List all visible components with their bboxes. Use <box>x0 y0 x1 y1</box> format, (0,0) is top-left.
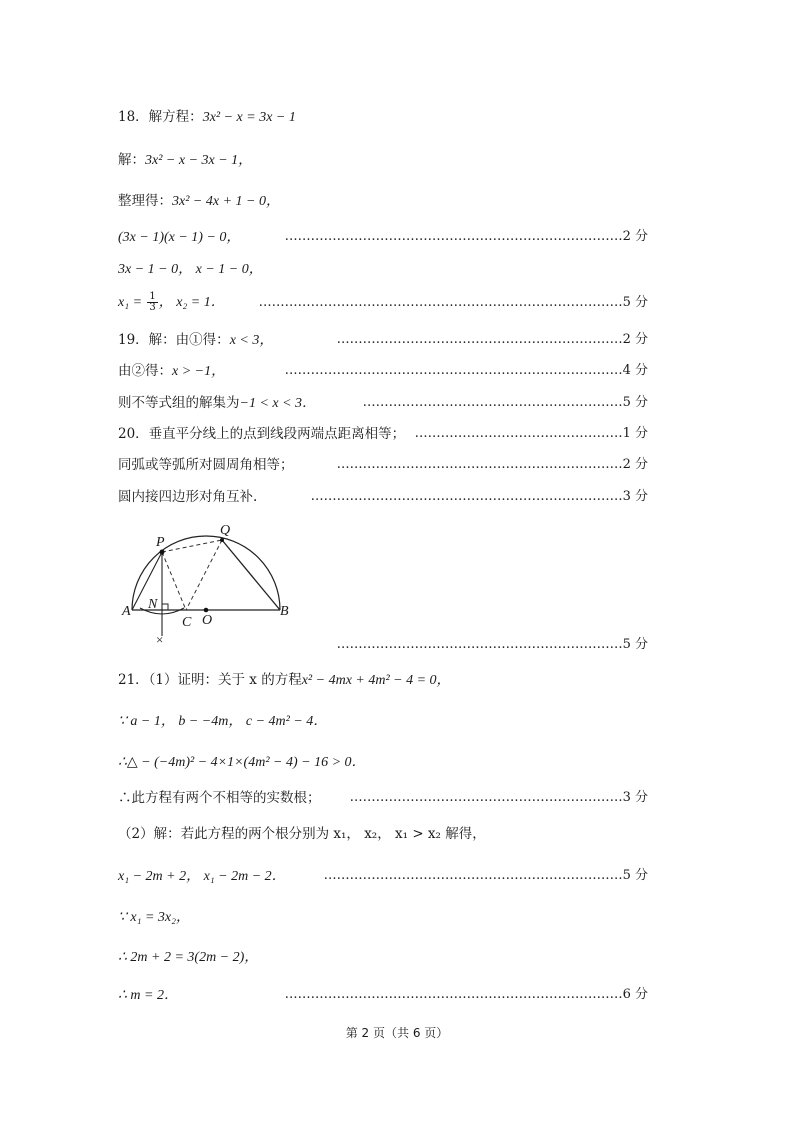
q19-line-2 <box>118 362 225 381</box>
q21-discriminant: ∴△ − (−4m)² − 4×1×(4m² − 4) − 16 > 0． <box>118 755 366 770</box>
q21-equation: x² − 4mx + 4m² − 4 = 0， <box>301 673 451 688</box>
q21-roots: x₁ − 2m + 2， x₁ − 2m − 2． <box>118 869 286 884</box>
q21-line-8 <box>118 948 258 967</box>
label-a: A <box>122 604 131 619</box>
q20-line-3: 圆内接四边形对角互补. <box>118 489 258 505</box>
q19-line-2-expr: x > −1， <box>172 364 226 379</box>
q18-step-3-score: ……………………………………………………………………2 分 <box>284 229 648 244</box>
label-n: N <box>148 597 158 612</box>
label-b: B <box>280 604 289 619</box>
q21-line-7 <box>118 908 190 927</box>
q18-step-3-expr: (3x − 1)(x − 1) − 0， <box>118 230 241 245</box>
q19-line-3-score: ……………………………………………………5 分 <box>362 395 648 410</box>
q18-step-1-label: 解： <box>118 152 145 168</box>
q21-result: ∴ m = 2． <box>118 988 178 1003</box>
q18-fraction-numerator: 1 <box>149 291 156 302</box>
q19-line-3 <box>118 394 316 413</box>
q21-line-2 <box>118 712 327 731</box>
q21-line-4: ∴此方程有两个不相等的实数根； <box>118 790 321 806</box>
q20-geometry-figure <box>118 518 298 646</box>
q20-line-1-score: …………………………………………1 分 <box>414 426 648 441</box>
q18-step-4 <box>118 260 263 279</box>
q18-step-4-expr: 3x − 1 − 0， x − 1 − 0， <box>118 262 263 277</box>
q20-line-2-score: …………………………………………………………2 分 <box>336 457 648 472</box>
point-o <box>204 608 209 613</box>
label-q: Q <box>220 523 231 538</box>
q18-title <box>118 108 296 127</box>
page-footer: 第 2 页（共 6 页） <box>345 1026 449 1040</box>
point-p <box>160 550 165 555</box>
q18-step-1-expr: 3x² − x − 3x − 1， <box>145 153 253 168</box>
q18-step-5 <box>118 292 225 313</box>
q21-line-9 <box>118 986 178 1005</box>
q19-line-1-score: …………………………………………………………2 分 <box>336 332 648 347</box>
q19-line-1 <box>118 331 273 350</box>
label-o: O <box>202 613 213 628</box>
q18-fraction-denominator: 3 <box>149 302 156 313</box>
label-p: P <box>156 535 165 550</box>
q20-line-1: 20．垂直平分线上的点到线段两端点距离相等； <box>118 426 406 442</box>
q21-condition: ∵ x₁ = 3x₂， <box>118 910 191 925</box>
q18-step-5-score: …………………………………………………………………………5 分 <box>258 295 648 310</box>
q19-line-3-expr: −1 < x < 3． <box>239 396 317 411</box>
segment-pc <box>162 552 186 610</box>
q21-line-5: （2）解：若此方程的两个根分别为 x₁， x₂， x₁ > x₂ 解得， <box>118 826 486 842</box>
q18-step-2-expr: 3x² − 4x + 1 − 0， <box>172 194 280 209</box>
q21-substitution: ∴ 2m + 2 = 3(2m − 2)， <box>118 950 259 965</box>
cross-mark: × <box>156 632 164 646</box>
q21-line-6 <box>118 867 286 886</box>
segment-pa <box>132 552 162 610</box>
right-angle-mark <box>162 604 168 610</box>
q18-step-3 <box>118 228 240 247</box>
q21-line-3 <box>118 753 366 772</box>
q20-line-2: 同弧或等弧所对圆周角相等； <box>118 457 294 473</box>
q20-line-3-score: ………………………………………………………………3 分 <box>310 489 648 504</box>
q18-root-x1: x₁ = <box>118 295 143 310</box>
q18-title-label: 18．解方程： <box>118 109 203 125</box>
label-c: C <box>182 615 192 630</box>
q20-figure-score: …………………………………………………………5 分 <box>336 637 648 652</box>
q19-line-1-expr: x < 3， <box>229 333 274 348</box>
segment-pq <box>162 540 222 552</box>
q19-line-3-label: 则不等式组的解集为 <box>118 395 240 411</box>
q19-line-2-label: 由②得： <box>118 363 172 379</box>
q19-line-1-label: 19．解：由①得： <box>118 332 230 348</box>
q18-step-2-label: 整理得： <box>118 193 172 209</box>
point-q <box>220 538 224 542</box>
q19-line-2-score: ……………………………………………………………………4 分 <box>284 363 648 378</box>
q21-line-4-score: ………………………………………………………3 分 <box>349 790 648 805</box>
q21-line-9-score: ……………………………………………………………………6 分 <box>284 987 648 1002</box>
q21-coefficients: ∵ a − 1， b − −4m， c − 4m² − 4． <box>118 714 328 729</box>
q21-line-1-label: 21．（1）证明：关于 x 的方程 <box>118 672 302 688</box>
q21-line-1 <box>118 671 451 690</box>
q18-root-x2: ， x₂ = 1． <box>158 295 225 310</box>
q18-step-1 <box>118 151 252 170</box>
q18-step-2 <box>118 192 280 211</box>
segment-qc <box>186 540 222 610</box>
q18-equation: 3x² − x = 3x − 1 <box>202 110 296 125</box>
q18-fraction <box>147 292 157 313</box>
q21-line-6-score: ……………………………………………………………5 分 <box>323 868 648 883</box>
